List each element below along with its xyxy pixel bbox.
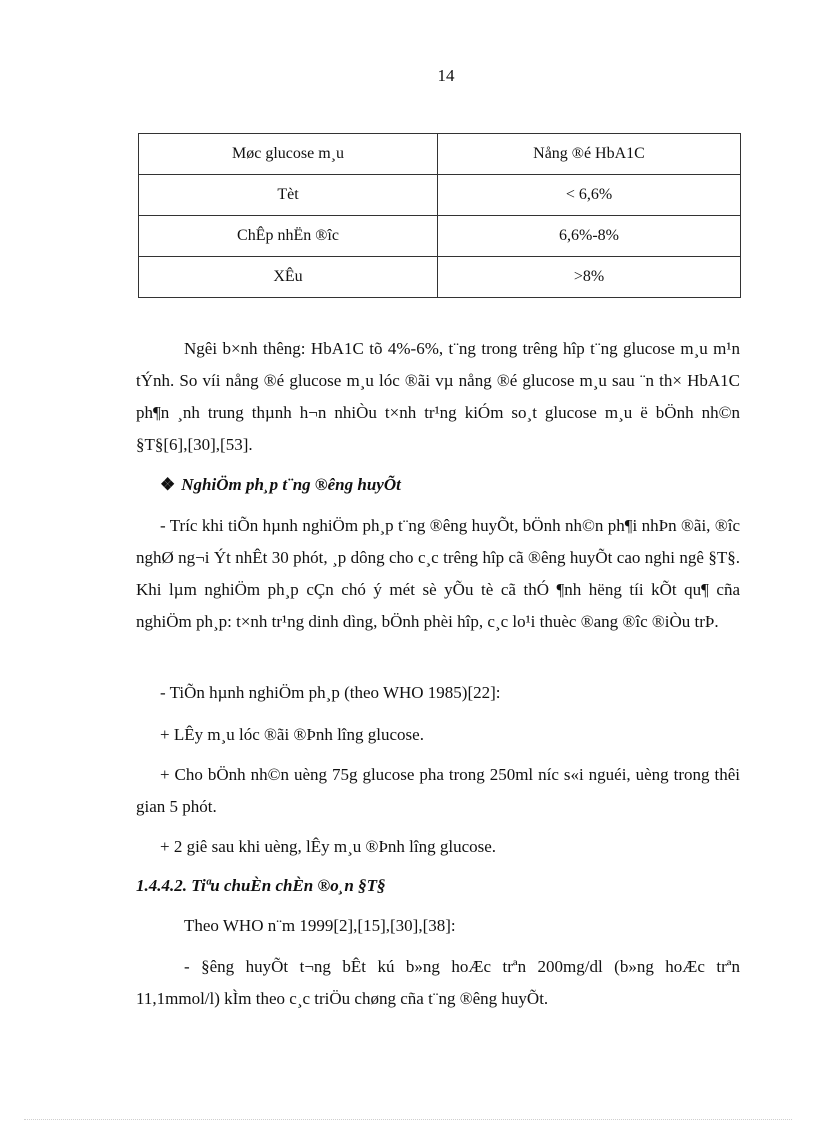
paragraph-text: - Tríc khi tiÕn hµnh nghiÖm ph¸p t¨ng ®êng huyÕt, bÖnh nh©n ph¶i nhÞn ®ãi, ®îc nghØ ng¬i Ýt nhÊt 30 phót, ¸p dông cho c¸c trêng hîp cã ®êng huyÕt cao nghi ngê §T§. Khi lµm nghiÖm ph¸p cÇn chó ý mét sè yÕu tè cã thÓ ¶nh hëng tíi kÕt qu¶ cña nghiÖm ph¸p: t×nh tr¹ng dinh dìng, bÖnh phèi hîp, c¸c lo¹i thuèc ®ang ®îc ®iÒu trÞ. bbox=[136, 516, 740, 631]
table-row bbox=[139, 175, 741, 216]
table-cell: < 6,6% bbox=[438, 175, 741, 216]
table-cell: >8% bbox=[438, 257, 741, 298]
table-row bbox=[139, 257, 741, 298]
paragraph-text: + 2 giê sau khi uèng, lÊy m¸u ®Þnh lîng glucose. bbox=[160, 837, 497, 856]
paragraph-test-procedure bbox=[136, 677, 740, 709]
paragraph-hba1c-normal bbox=[136, 333, 740, 461]
diamond-bullet-icon: ❖ bbox=[160, 475, 176, 494]
table-header-cell: Møc glucose m¸u bbox=[139, 134, 438, 175]
paragraph-test-preparation bbox=[136, 510, 740, 638]
paragraph-text: - TiÕn hµnh nghiÖm ph¸p (theo WHO 1985)[22]: bbox=[160, 683, 501, 702]
paragraph-step-fasting bbox=[136, 719, 740, 751]
table-cell: 6,6%-8% bbox=[438, 216, 741, 257]
paragraph-step-drink bbox=[136, 759, 740, 823]
paragraph-text: Theo WHO n¨m 1999[2],[15],[30],[38]: bbox=[184, 916, 456, 935]
table-row bbox=[139, 216, 741, 257]
paragraph-step-2h bbox=[136, 831, 740, 863]
section-heading-glucose-tolerance-test bbox=[160, 469, 740, 501]
paragraph-text: + Cho bÖnh nh©n uèng 75g glucose pha trong 250ml níc s«i nguéi, uèng trong thêi gian 5 phót. bbox=[136, 765, 740, 816]
paragraph-text: Ngêi b×nh thêng: HbA1C tõ 4%-6%, t¨ng trong trêng hîp t¨ng glucose m¸u m¹n tÝnh. So víi nång ®é glucose m¸u lóc ®ãi vµ nång ®é glucose m¸u sau ¨n th× HbA1C ph¶n ¸nh trung thµnh h¬n nhiÒu t×nh tr¹ng kiÓm so¸t glucose m¸u ë bÖnh nh©n §T§[6],[30],[53]. bbox=[136, 339, 740, 454]
table-header-row bbox=[139, 134, 741, 175]
page-bottom-divider bbox=[24, 1119, 792, 1120]
heading-text: NghiÖm ph¸p t¨ng ®êng huyÕt bbox=[181, 475, 401, 494]
paragraph-random-glucose bbox=[136, 951, 740, 1015]
table-cell: ChÊp nhËn ®îc bbox=[139, 216, 438, 257]
table-header-cell: Nång ®é HbA1C bbox=[438, 134, 741, 175]
table-cell: XÊu bbox=[139, 257, 438, 298]
page-number: 14 bbox=[437, 66, 455, 85]
paragraph-text: - §êng huyÕt t¬ng bÊt kú b»ng hoÆc trªn 200mg/dl (b»ng hoÆc trªn 11,1mmol/l) kÌm theo c¸c triÖu chøng cña t¨ng ®êng huyÕt. bbox=[136, 957, 740, 1008]
table-cell: Tèt bbox=[139, 175, 438, 216]
paragraph-text: + LÊy m¸u lóc ®ãi ®Þnh lîng glucose. bbox=[160, 725, 424, 744]
glucose-control-table bbox=[138, 133, 741, 298]
subsection-heading-diagnostic-criteria: 1.4.4.2. Tiªu chuÈn chÈn ®o¸n §T§ bbox=[136, 876, 386, 895]
paragraph-who-1999 bbox=[136, 910, 740, 942]
